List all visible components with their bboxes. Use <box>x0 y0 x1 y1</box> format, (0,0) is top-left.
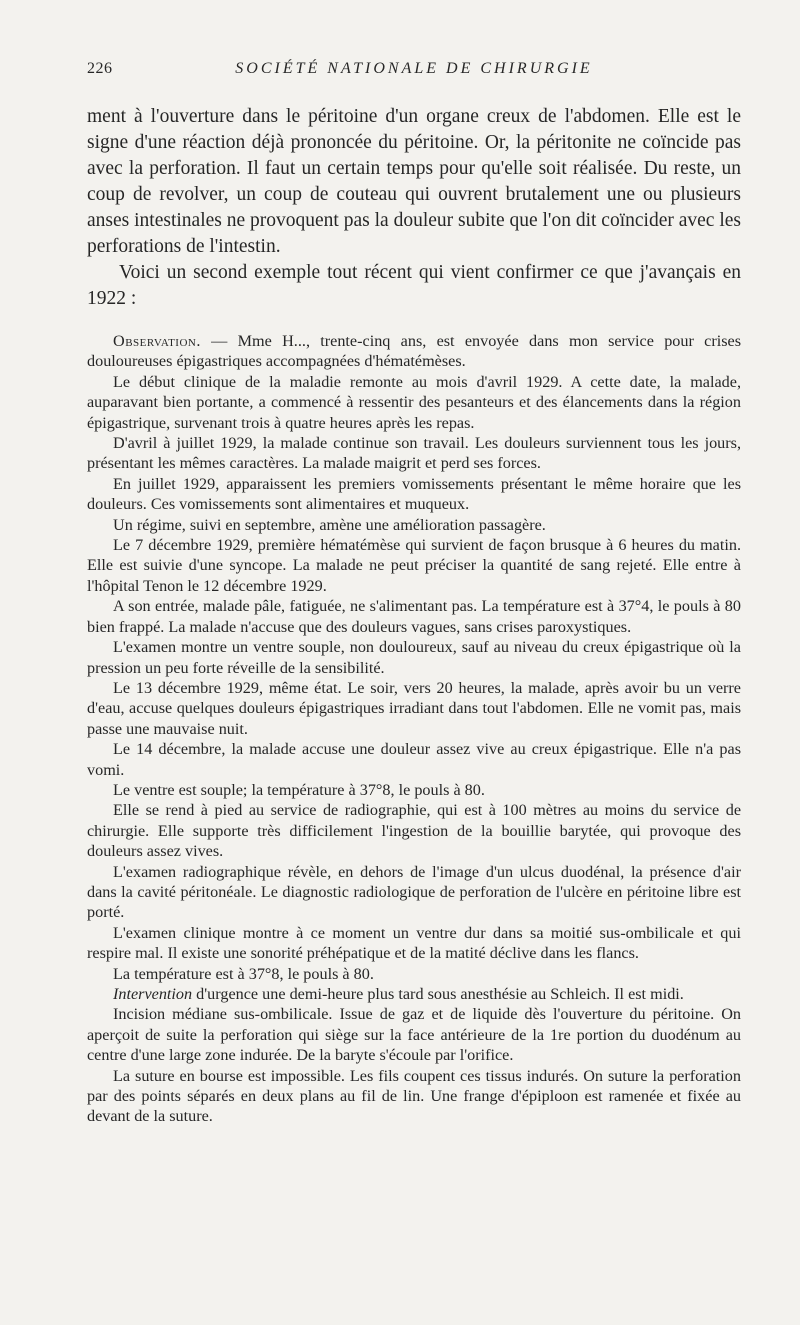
observation-paragraph: Le début clinique de la maladie remonte au mois d'avril 1929. A cette date, la malade, auparavant bien portante, a commencé à ressentir des pesanteurs et des élancements dans la région épigastrique, survenant trois à quatre heures après les repas. <box>87 372 741 432</box>
page-number: 226 <box>87 60 113 77</box>
observation-paragraph: A son entrée, malade pâle, fatiguée, ne s'alimentant pas. La température est à 37°4, le pouls à 80 bien frappé. La malade n'accuse que des douleurs vagues, sans crises paroxystiques. <box>87 597 741 636</box>
observation-paragraph: La suture en bourse est impossible. Les fils coupent ces tissus indurés. On suture la perforation par des points séparés en deux plans au fil de lin. Une frange d'épiploon est ramenée et fixée au devant de la suture. <box>87 1066 741 1126</box>
running-title: SOCIÉTÉ NATIONALE DE CHIRURGIE <box>235 60 593 77</box>
intro-paragraph-1: ment à l'ouverture dans le péritoine d'un organe creux de l'abdomen. Elle est le signe d'une réaction déjà prononcée du péritoine. Or, la péritonite ne coïncide pas avec la perforation. Il faut un certain temps pour qu'elle soit réalisée. Du reste, un coup de revolver, un coup de couteau qui ouvrent brutalement une ou plusieurs anses intestinales ne provoquent pas la douleur subite que l'on dit coïncider avec les perforations de l'intestin. <box>87 106 741 257</box>
observation-paragraph: L'examen montre un ventre souple, non douloureux, sauf au niveau du creux épigastrique où la pression un peu forte réveille de la sensibilité. <box>87 638 741 677</box>
observation-paragraph: En juillet 1929, apparaissent les premiers vomissements présentant le même horaire que les douleurs. Ces vomissements sont alimentaires et muqueux. <box>87 474 741 514</box>
observation-paragraph: La température est à 37°8, le pouls à 80. <box>113 964 374 983</box>
intro-text <box>87 104 741 312</box>
observation-paragraph: L'examen clinique montre à ce moment un ventre dur dans sa moitié sus-ombilicale et qui respire mal. Il existe une sonorité préhépatique et de la matité déclive dans les flancs. <box>87 923 741 963</box>
observation-paragraph: Incision médiane sus-ombilicale. Issue de gaz et de liquide dès l'ouverture du péritoine. On aperçoit de suite la perforation qui siège sur la face antérieure de la 1re portion du duodénum au centre d'une large zone indurée. De la baryte s'écoule par l'orifice. <box>87 1005 741 1065</box>
intervention-text: d'urgence une demi-heure plus tard sous anesthésie au Schleich. Il est midi. <box>192 985 684 1003</box>
observation-label: Observation. <box>113 332 201 350</box>
observation-paragraph: D'avril à juillet 1929, la malade continue son travail. Les douleurs surviennent tous les jours, présentant les mêmes caractères. La malade maigrit et perd ses forces. <box>87 434 741 473</box>
intervention-label: Intervention <box>113 985 193 1003</box>
intervention-paragraph <box>87 984 741 1004</box>
observation-paragraph: L'examen radiographique révèle, en dehors de l'image d'un ulcus duodénal, la présence d'air dans la cavité péritonéale. Le diagnostic radiologique de perforation de l'ulcère en péritoine libre est porté. <box>87 862 741 922</box>
intro-paragraph-2: Voici un second exemple tout récent qui vient confirmer ce que j'avançais en 1922 : <box>87 262 741 309</box>
observation-paragraph: Le 7 décembre 1929, première hématémèse qui survient de façon brusque à 6 heures du matin. Elle est suivie d'une syncope. La malade ne peut préciser la quantité de sang rejeté. Elle entre à l'hôpital Tenon le 12 décembre 1929. <box>87 536 741 595</box>
observation-paragraph-first <box>87 331 741 372</box>
observation-dash: — <box>200 332 238 350</box>
observation-paragraph: Le 14 décembre, la malade accuse une douleur assez vive au creux épigastrique. Elle n'a pas vomi. <box>87 740 741 779</box>
observation-section <box>87 331 741 1127</box>
observation-paragraph: Le ventre est souple; la température à 37°8, le pouls à 80. <box>113 780 485 799</box>
observation-paragraph: Un régime, suivi en septembre, amène une amélioration passagère. <box>113 515 546 534</box>
observation-paragraph: Le 13 décembre 1929, même état. Le soir, vers 20 heures, la malade, après avoir bu un verre d'eau, accuse quelques douleurs épigastriques irradiant dans tout l'abdomen. Elle ne vomit pas, mais passe une mauvaise nuit. <box>87 678 741 738</box>
observation-first-text: Mme H..., trente-cinq ans, est envoyée dans mon service pour crises douloureuses épigastriques accompagnées d'hématémèses. <box>87 332 742 371</box>
observation-paragraph: Elle se rend à pied au service de radiographie, qui est à 100 mètres au moins du service de chirurgie. Elle supporte très difficilement l'ingestion de la bouillie barytée, qui provoque des douleurs assez vives. <box>87 801 741 861</box>
page-header <box>87 60 741 84</box>
